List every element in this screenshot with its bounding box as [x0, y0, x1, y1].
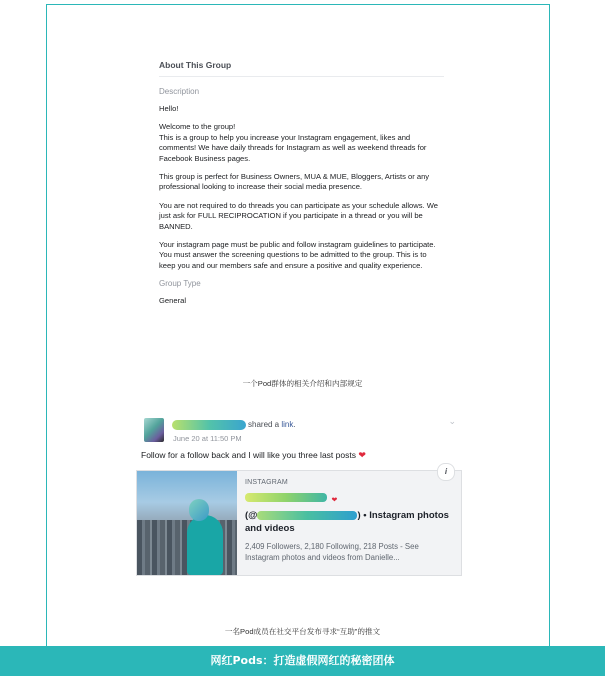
shared-text	[248, 420, 296, 429]
preview-image	[137, 471, 237, 575]
preview-description: 2,409 Followers, 2,180 Following, 218 Posts - See Instagram photos and videos from Danielle...	[245, 542, 419, 562]
post-header	[136, 416, 462, 450]
description-paragraph: Welcome to the group! This is a group to help you increase your Instagram engagement, likes and comments! We have daily threads for Instagram as well as weekend threads for Facebook Business pages.	[159, 122, 427, 163]
heart-icon: ❤	[331, 497, 338, 504]
footer-title-bar: 网红Pods：打造虚假网红的秘密团体	[0, 646, 605, 676]
link-preview-card[interactable]	[136, 467, 462, 576]
group-type-value: General	[159, 296, 187, 306]
title-suffix: ) • Instagram photos and videos	[245, 510, 449, 534]
blurred-face	[189, 499, 209, 521]
blurred-profile-name	[245, 493, 327, 502]
caption-about: 一个Pod群体的相关介绍和内部规定	[242, 379, 363, 388]
info-icon[interactable]: i	[437, 463, 455, 481]
chevron-down-icon[interactable]: ⌄	[448, 416, 456, 426]
description-paragraph: This group is perfect for Business Owners, MUA & MUE, Bloggers, Artists or any professional looking to increase their social media presence.	[159, 172, 430, 192]
heart-icon: ❤	[358, 450, 366, 460]
post-message: Follow for a follow back and I will like you three last posts	[141, 450, 356, 460]
shared-period: .	[293, 420, 296, 429]
preview-title	[245, 509, 455, 535]
shared-link[interactable]: link	[281, 420, 294, 429]
blurred-name-row	[245, 489, 455, 507]
avatar[interactable]	[144, 418, 164, 442]
about-title: About This Group	[159, 60, 444, 77]
facebook-post	[136, 416, 462, 562]
description-paragraph: Hello!	[159, 104, 179, 113]
link-source: INSTAGRAM	[245, 479, 288, 486]
handle-prefix: (@	[245, 510, 258, 521]
group-type-label: Group Type	[159, 279, 201, 289]
description-paragraph: Your instagram page must be public and follow instagram guidelines to participate. You must answer the screening questions to be admitted to the group. This is to keep you and our members safe and ensure a positive and quality experience.	[159, 240, 436, 270]
about-group-panel	[159, 60, 444, 305]
post-text	[136, 450, 462, 466]
description-label: Description	[159, 87, 200, 96]
post-timestamp[interactable]: June 20 at 11:50 PM	[173, 434, 242, 443]
blurred-username	[172, 420, 246, 430]
preview-body	[245, 479, 455, 563]
blurred-handle	[257, 511, 357, 520]
caption-post: 一名Pod成员在社交平台发布寻求“互助”的推文	[224, 627, 381, 636]
shared-label: shared a	[248, 420, 282, 429]
description-paragraph: You are not required to do threads you can participate as your schedule allows. We just ask for FULL RECIPROCATION if you participate in a thread or you will be BANNED.	[159, 200, 439, 231]
person-figure	[187, 515, 223, 575]
